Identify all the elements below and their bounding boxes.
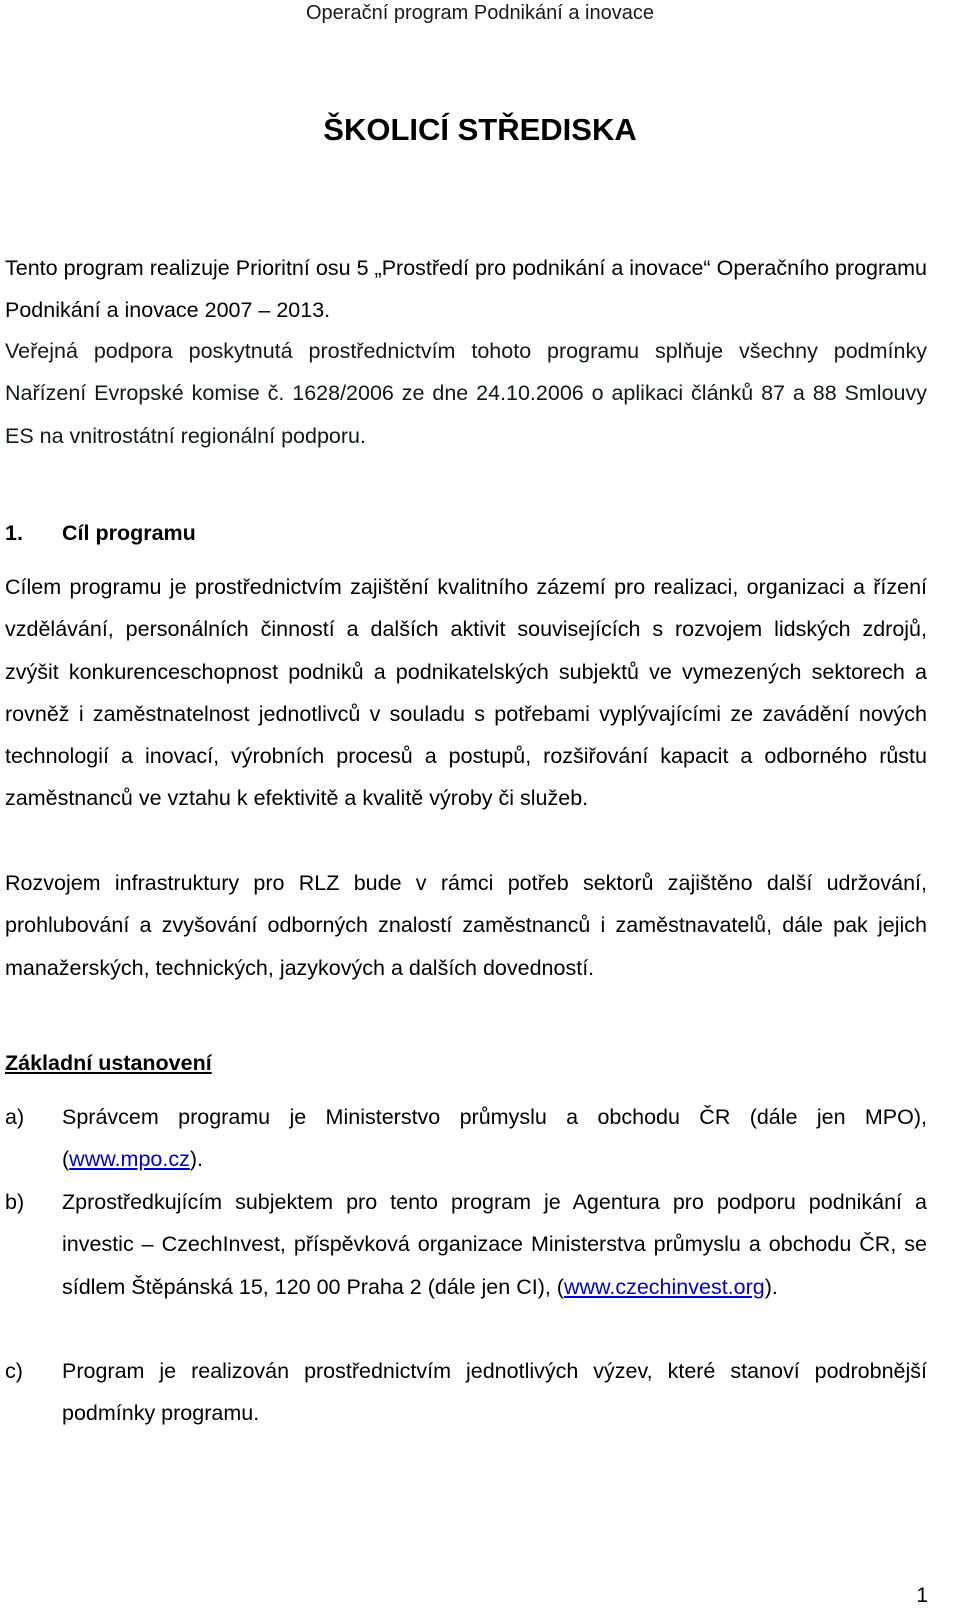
section-1-paragraph-1: Cílem programu je prostřednictvím zajištění kvalitního zázemí pro realizaci, organizaci a řízení vzdělávání, personálních činností a dalších aktivit souvisejících s rozvojem lidských zdrojů, zvýšit konkurenceschopnost podniků a podnikatelských subjektů ve vymezených sektorech a rovněž i zaměstnatelnost jednotlivců v souladu s potřebami vyplývajícími ze zavádění nových technologií a inovací, výrobních procesů a postupů, rozšiřování kapacit a odborného růstu zaměstnanců ve vztahu k efektivitě a kvalitě výroby či služeb. <box>5 575 927 811</box>
section-1-paragraph-2: Rozvojem infrastruktury pro RLZ bude v rámci potřeb sektorů zajištěno další udržování, prohlubování a zvyšování odborných znalostí zaměstnanců i zaměstnavatelů, dále pak jejich manažerských, technických, jazykových a dalších dovedností. <box>5 871 927 980</box>
list-item-text: Správcem programu je Ministerstvo průmyslu a obchodu ČR (dále jen MPO), (www.mpo.cz). <box>62 1105 927 1172</box>
section-1-heading <box>5 512 927 554</box>
list-marker: b) <box>5 1190 25 1214</box>
page-number: 1 <box>916 1584 928 1607</box>
list-marker: a) <box>5 1105 25 1129</box>
list-item-b <box>5 1181 927 1308</box>
document-title: ŠKOLICÍ STŘEDISKA <box>323 112 637 147</box>
intro-paragraph-1: Tento program realizuje Prioritní osu 5 „Prostředí pro podnikání a inovace“ Operačního programu Podnikání a inovace 2007 – 2013. <box>5 256 927 323</box>
section-1-number: 1. <box>5 521 23 545</box>
basic-provisions-heading: Základní ustanovení <box>5 1051 212 1075</box>
list-item-text: Program je realizován prostřednictvím jednotlivých výzev, které stanoví podrobnější podmínky programu. <box>62 1359 927 1426</box>
list-marker: c) <box>5 1359 23 1383</box>
intro-paragraph-2: Veřejná podpora poskytnutá prostřednictvím tohoto programu splňuje všechny podmínky Nařízení Evropské komise č. 1628/2006 ze dne 24.10.2006 o aplikaci článků 87 a 88 Smlouvy ES na vnitrostátní regionální podporu. <box>5 339 927 448</box>
list-item-c <box>5 1350 927 1435</box>
running-header: Operační program Podnikání a inovace <box>306 2 654 24</box>
section-1-title: Cíl programu <box>62 521 196 545</box>
czechinvest-link[interactable]: www.czechinvest.org <box>563 1274 765 1299</box>
list-item-a <box>5 1096 927 1181</box>
list-item-text: Zprostředkujícím subjektem pro tento program je Agentura pro podporu podnikání a investic – CzechInvest, příspěvková organizace Ministerstva průmyslu a obchodu ČR, se sídlem Štěpánská 15, 120 00 Praha 2 (dále jen CI), (www.czechinvest.org). <box>62 1190 927 1299</box>
mpo-link[interactable]: www.mpo.cz <box>69 1147 190 1172</box>
